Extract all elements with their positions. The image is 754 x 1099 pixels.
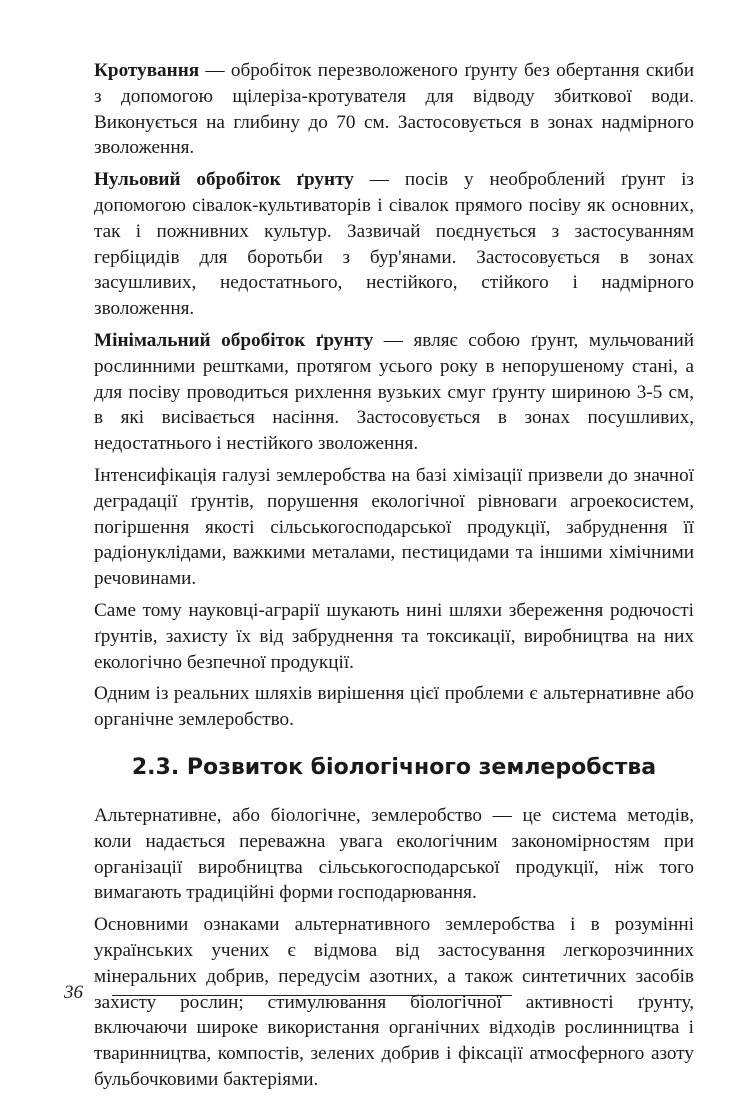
paragraph-minimal-tillage [94, 328, 694, 457]
paragraph-scientists: Саме тому науковці-аграрії шукають нині шляхи збереження родючості ґрунтів, захисту їх від забруднення та токсикації, виробництва на них екологічно безпечної продукції. [94, 599, 694, 673]
term-krotuvannia: Кротування [94, 60, 200, 81]
page-number: 36 [64, 982, 83, 1003]
paragraph-zero-tillage [94, 167, 694, 322]
term-zero-tillage: Нульовий обробіток ґрунту [94, 169, 354, 191]
footer-rule [112, 995, 512, 996]
body-text [94, 58, 694, 1099]
section-heading: 2.3. Розвиток біологічного землеробства [131, 754, 657, 780]
paragraph-krotuvannia [94, 58, 694, 161]
definition-minimal-tillage: — являє собою ґрунт, мульчований рослинними рештками, протягом усього року в непорушеному стані, а для посіву проводиться рихлення вузьких смуг ґрунту шириною 3-5 см, в які висівається насіння. Застосовується в зонах посушливих, недостатнього і нестійкого зволоження. [94, 329, 694, 455]
definition-krotuvannia: — обробіток перезволоженого ґрунту без обертання скиби з допомогою щілеріза-кротувателя для відводу збиткової води. Виконується на глибину до 70 см. Застосовується в зонах надмірного зволоження. [94, 60, 694, 159]
definition-zero-tillage: — посів у необроблений ґрунт із допомогою сівалок-культиваторів і сівалок прямого посіву як основних, так і пожнивних культур. Зазвичай поєднується з застосуванням гербіцидів для боротьби з бур'янами. Застосовується в зонах засушливих, недостатнього, нестійкого, стійкого і надмірного зволоження. [94, 169, 694, 320]
paragraph-solution: Одним із реальних шляхів вирішення цієї проблеми є альтернативне або органічне землеробство. [94, 683, 694, 731]
term-minimal-tillage: Мінімальний обробіток ґрунту [94, 329, 374, 351]
paragraph-alternative-definition: Альтернативне, або біологічне, землеробство — це система методів, коли надається переважна увага екологічним закономірностям при організації виробництва сільськогосподарської продукції, ніж того вимагають традиційні форми господарювання. [94, 804, 694, 904]
paragraph-intensification: Інтенсифікація галузі землеробства на базі хімізації призвели до значної деградації ґрунтів, порушення екологічної рівноваги агроекосистем, погіршення якості сільськогосподарської продукції, забруднення її радіонуклідами, важкими металами, пестицидами та іншими хімічними речовинами. [94, 464, 694, 590]
page-footer [64, 982, 484, 1006]
paragraph-alternative-features: Основними ознаками альтернативного землеробства і в розумінні українських учених є відмова від застосування легкорозчинних мінеральних добрив, передусім азотних, а також синтетичних засобів захисту рослин; стимулювання біологічної активності ґрунту, включаючи широке використання органічних відходів рослинництва і тваринництва, компостів, зелених добрив і фіксації атмосферного азоту бульбочковими бактеріями. [94, 914, 694, 1090]
